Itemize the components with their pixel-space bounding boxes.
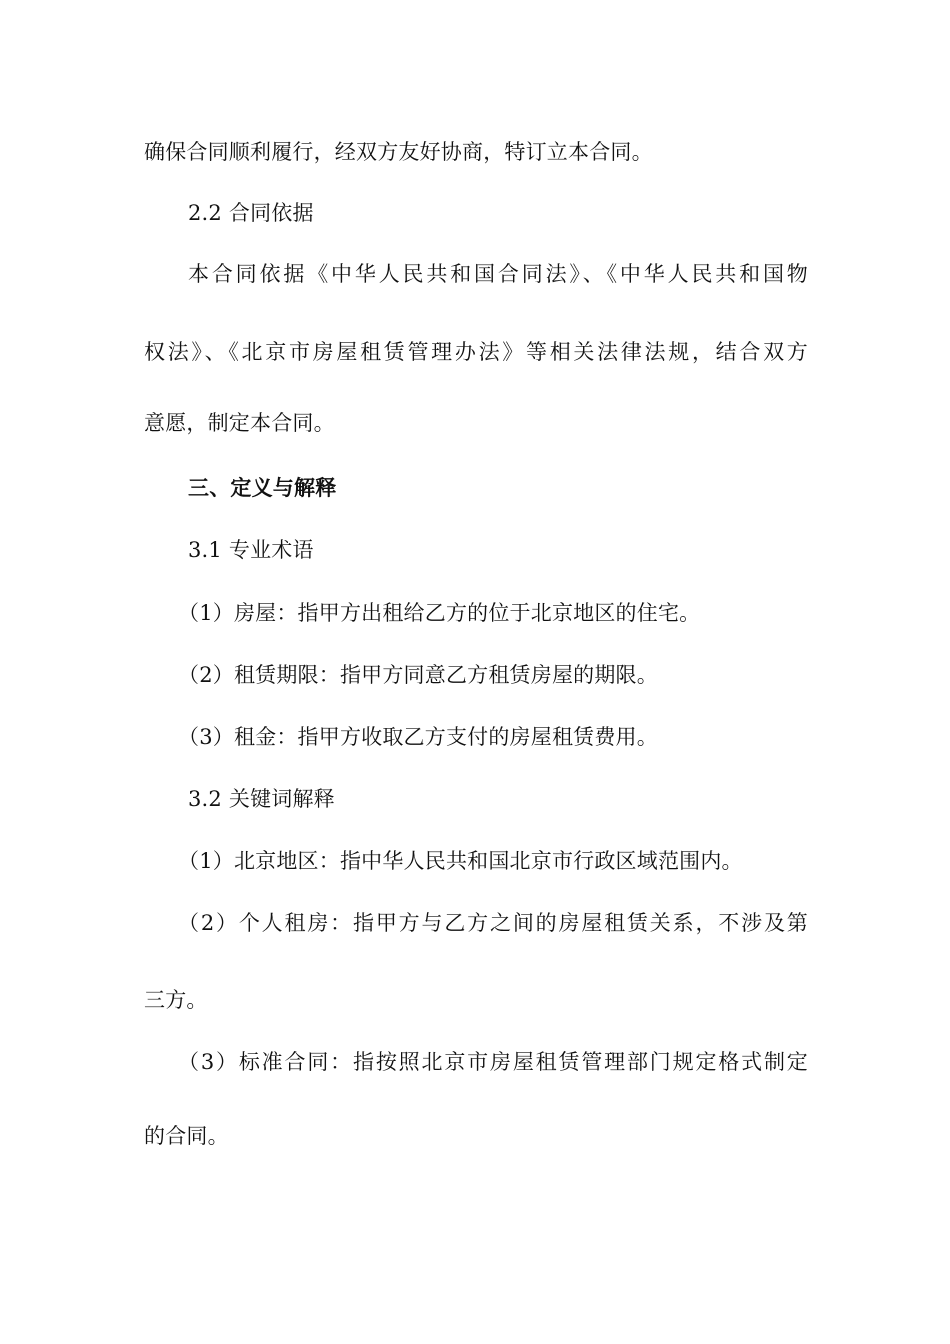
list-item-continuation: 三方。 bbox=[144, 988, 208, 1012]
subsection-heading-3-2: 3.2 关键词解释 bbox=[188, 787, 335, 811]
paragraph-line: 意愿，制定本合同。 bbox=[144, 411, 335, 435]
list-item-continuation: 的合同。 bbox=[144, 1124, 229, 1148]
paragraph-line: 本合同依据《中华人民共和国合同法》、《中华人民共和国物 bbox=[188, 262, 808, 286]
list-item: （1）房屋：指甲方出租给乙方的位于北京地区的住宅。 bbox=[178, 601, 701, 625]
list-item: （1）北京地区：指中华人民共和国北京市行政区域范围内。 bbox=[178, 849, 743, 873]
subsection-heading-2-2: 2.2 合同依据 bbox=[188, 201, 314, 225]
paragraph-line: 确保合同顺利履行，经双方友好协商，特订立本合同。 bbox=[144, 140, 653, 164]
subsection-heading-3-1: 3.1 专业术语 bbox=[188, 538, 314, 562]
list-item: （2）个人租房：指甲方与乙方之间的房屋租赁关系，不涉及第 bbox=[178, 911, 808, 935]
paragraph-line: 权法》、《北京市房屋租赁管理办法》等相关法律法规，结合双方 bbox=[144, 340, 808, 364]
list-item: （3）租金：指甲方收取乙方支付的房屋租赁费用。 bbox=[178, 725, 658, 749]
list-item: （2）租赁期限：指甲方同意乙方租赁房屋的期限。 bbox=[178, 663, 658, 687]
list-item: （3）标准合同：指按照北京市房屋租赁管理部门规定格式制定 bbox=[178, 1050, 808, 1074]
section-heading-3: 三、定义与解释 bbox=[188, 475, 337, 500]
